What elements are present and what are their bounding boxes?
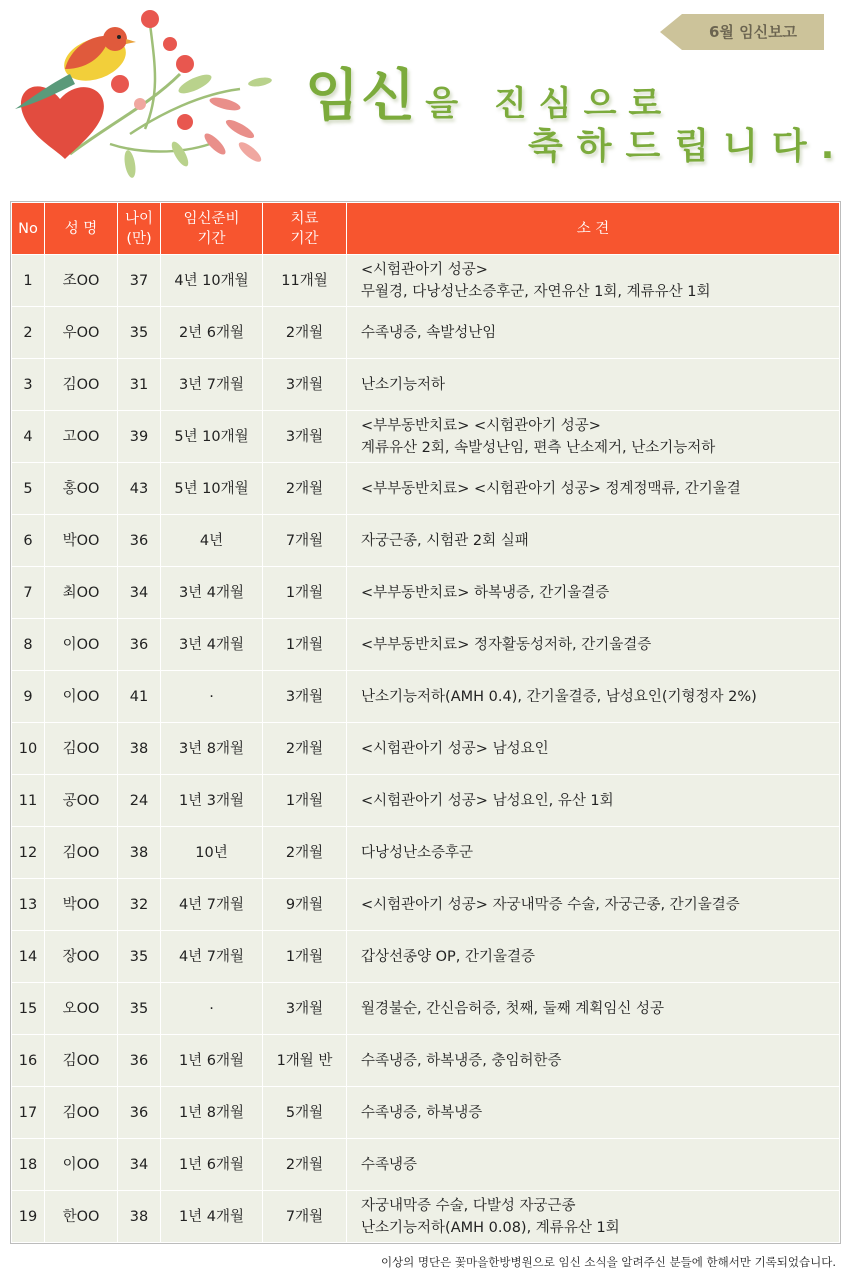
cell-note: 수족냉증, 속발성난임: [347, 307, 840, 359]
table-header-row: [12, 203, 840, 255]
column-header-no: No: [12, 203, 45, 255]
cell-treat: 2개월: [263, 307, 347, 359]
table-row: [12, 775, 840, 827]
cell-age: 39: [118, 411, 161, 463]
cell-note: 난소기능저하: [347, 359, 840, 411]
table-row: [12, 931, 840, 983]
cell-prep: 4년 7개월: [161, 879, 263, 931]
cell-note: 자궁내막증 수술, 다발성 자궁근종 난소기능저하(AMH 0.08), 계류유산 1회: [347, 1191, 840, 1243]
cell-age: 35: [118, 931, 161, 983]
cell-age: 35: [118, 307, 161, 359]
title-rest: 을 진심으로: [425, 84, 674, 124]
report-month-tag: [660, 14, 824, 50]
cell-name: 박OO: [45, 879, 118, 931]
table-row: [12, 567, 840, 619]
cell-note: 갑상선종양 OP, 간기울결증: [347, 931, 840, 983]
cell-name: 김OO: [45, 723, 118, 775]
cell-age: 24: [118, 775, 161, 827]
cell-no: 2: [12, 307, 45, 359]
cell-no: 12: [12, 827, 45, 879]
table-row: [12, 827, 840, 879]
cell-prep: 4년 10개월: [161, 255, 263, 307]
cell-age: 34: [118, 1139, 161, 1191]
column-header-note: 소 견: [347, 203, 840, 255]
column-header-name: 성 명: [45, 203, 118, 255]
cell-age: 34: [118, 567, 161, 619]
table-row: [12, 983, 840, 1035]
cell-note: 수족냉증, 하복냉증: [347, 1087, 840, 1139]
cell-treat: 9개월: [263, 879, 347, 931]
pregnancy-report-table: [11, 202, 840, 1243]
cell-note: <부부동반치료> 하복냉증, 간기울결증: [347, 567, 840, 619]
cell-treat: 2개월: [263, 463, 347, 515]
cell-name: 조OO: [45, 255, 118, 307]
cell-prep: 3년 4개월: [161, 619, 263, 671]
cell-name: 이OO: [45, 619, 118, 671]
cell-age: 36: [118, 1087, 161, 1139]
table-row: [12, 671, 840, 723]
cell-prep: 1년 8개월: [161, 1087, 263, 1139]
table-row: [12, 515, 840, 567]
cell-treat: 3개월: [263, 983, 347, 1035]
cell-note: <부부동반치료> <시험관아기 성공> 정계정맥류, 간기울결: [347, 463, 840, 515]
cell-note: 월경불순, 간신음허증, 첫째, 둘째 계획임신 성공: [347, 983, 840, 1035]
cell-name: 박OO: [45, 515, 118, 567]
cell-age: 31: [118, 359, 161, 411]
cell-name: 고OO: [45, 411, 118, 463]
cell-name: 김OO: [45, 1035, 118, 1087]
cell-treat: 1개월: [263, 619, 347, 671]
cell-no: 1: [12, 255, 45, 307]
cell-name: 공OO: [45, 775, 118, 827]
cell-age: 35: [118, 983, 161, 1035]
cell-age: 32: [118, 879, 161, 931]
cell-prep: ·: [161, 671, 263, 723]
table-row: [12, 1035, 840, 1087]
cell-note: 자궁근종, 시험관 2회 실패: [347, 515, 840, 567]
cell-prep: 4년 7개월: [161, 931, 263, 983]
cell-treat: 1개월 반: [263, 1035, 347, 1087]
cell-age: 38: [118, 1191, 161, 1243]
cell-prep: 3년 4개월: [161, 567, 263, 619]
cell-age: 38: [118, 827, 161, 879]
cell-age: 36: [118, 1035, 161, 1087]
cell-treat: 2개월: [263, 827, 347, 879]
cell-treat: 1개월: [263, 567, 347, 619]
cell-prep: 5년 10개월: [161, 463, 263, 515]
cell-prep: 4년: [161, 515, 263, 567]
cell-name: 오OO: [45, 983, 118, 1035]
cell-note: <부부동반치료> <시험관아기 성공> 계류유산 2회, 속발성난임, 편측 난소제거, 난소기능저하: [347, 411, 840, 463]
cell-treat: 3개월: [263, 359, 347, 411]
cell-no: 19: [12, 1191, 45, 1243]
table-row: [12, 255, 840, 307]
page-title-line-2: 축하드립니다.: [528, 126, 849, 167]
footer-note: 이상의 명단은 꽃마을한방병원으로 임신 소식을 알려주신 분들에 한해서만 기록되었습니다.: [380, 1255, 836, 1269]
cell-name: 이OO: [45, 671, 118, 723]
cell-prep: 2년 6개월: [161, 307, 263, 359]
cell-treat: 11개월: [263, 255, 347, 307]
table-row: [12, 359, 840, 411]
cell-age: 43: [118, 463, 161, 515]
cell-age: 36: [118, 515, 161, 567]
cell-prep: 1년 3개월: [161, 775, 263, 827]
cell-prep: 5년 10개월: [161, 411, 263, 463]
cell-note: 수족냉증: [347, 1139, 840, 1191]
cell-treat: 3개월: [263, 671, 347, 723]
table-row: [12, 1191, 840, 1243]
cell-prep: 3년 8개월: [161, 723, 263, 775]
cell-no: 9: [12, 671, 45, 723]
table-row: [12, 307, 840, 359]
table-row: [12, 1139, 840, 1191]
cell-no: 4: [12, 411, 45, 463]
cell-no: 18: [12, 1139, 45, 1191]
cell-no: 14: [12, 931, 45, 983]
cell-no: 16: [12, 1035, 45, 1087]
title-emphasis: 임신: [305, 64, 418, 129]
cell-prep: 1년 6개월: [161, 1139, 263, 1191]
cell-no: 10: [12, 723, 45, 775]
cell-treat: 3개월: [263, 411, 347, 463]
cell-name: 김OO: [45, 359, 118, 411]
cell-no: 3: [12, 359, 45, 411]
cell-no: 8: [12, 619, 45, 671]
cell-name: 홍OO: [45, 463, 118, 515]
column-header-age: 나이 (만): [118, 203, 161, 255]
cell-treat: 7개월: [263, 515, 347, 567]
cell-name: 김OO: [45, 1087, 118, 1139]
cell-treat: 1개월: [263, 775, 347, 827]
cell-name: 우OO: [45, 307, 118, 359]
cell-no: 11: [12, 775, 45, 827]
cell-no: 15: [12, 983, 45, 1035]
cell-prep: 3년 7개월: [161, 359, 263, 411]
table-row: [12, 463, 840, 515]
cell-prep: ·: [161, 983, 263, 1035]
table-row: [12, 411, 840, 463]
cell-treat: 7개월: [263, 1191, 347, 1243]
page-header: [0, 0, 850, 195]
cell-no: 5: [12, 463, 45, 515]
cell-age: 38: [118, 723, 161, 775]
cell-note: 수족냉증, 하복냉증, 충임허한증: [347, 1035, 840, 1087]
cell-name: 한OO: [45, 1191, 118, 1243]
cell-treat: 5개월: [263, 1087, 347, 1139]
cell-no: 6: [12, 515, 45, 567]
cell-note: <부부동반치료> 정자활동성저하, 간기울결증: [347, 619, 840, 671]
cell-name: 최OO: [45, 567, 118, 619]
cell-no: 13: [12, 879, 45, 931]
cell-note: <시험관아기 성공> 자궁내막증 수술, 자궁근종, 간기울결증: [347, 879, 840, 931]
cell-prep: 10년: [161, 827, 263, 879]
cell-note: <시험관아기 성공> 무월경, 다낭성난소증후군, 자연유산 1회, 계류유산 1회: [347, 255, 840, 307]
cell-note: 난소기능저하(AMH 0.4), 간기울결증, 남성요인(기형정자 2%): [347, 671, 840, 723]
cell-treat: 2개월: [263, 723, 347, 775]
cell-no: 7: [12, 567, 45, 619]
column-header-treat: 치료 기간: [263, 203, 347, 255]
cell-age: 41: [118, 671, 161, 723]
table-body: [12, 255, 840, 1243]
table-row: [12, 1087, 840, 1139]
table-row: [12, 723, 840, 775]
cell-note: <시험관아기 성공> 남성요인, 유산 1회: [347, 775, 840, 827]
cell-prep: 1년 6개월: [161, 1035, 263, 1087]
cell-no: 17: [12, 1087, 45, 1139]
cell-name: 김OO: [45, 827, 118, 879]
bird-flower-illustration: [10, 4, 290, 184]
report-month-label: 6월 임신보고: [708, 23, 798, 41]
cell-prep: 1년 4개월: [161, 1191, 263, 1243]
table-row: [12, 619, 840, 671]
cell-age: 37: [118, 255, 161, 307]
table-row: [12, 879, 840, 931]
cell-age: 36: [118, 619, 161, 671]
cell-name: 이OO: [45, 1139, 118, 1191]
cell-treat: 2개월: [263, 1139, 347, 1191]
cell-name: 장OO: [45, 931, 118, 983]
cell-note: 다낭성난소증후군: [347, 827, 840, 879]
column-header-prep: 임신준비 기간: [161, 203, 263, 255]
cell-note: <시험관아기 성공> 남성요인: [347, 723, 840, 775]
cell-treat: 1개월: [263, 931, 347, 983]
